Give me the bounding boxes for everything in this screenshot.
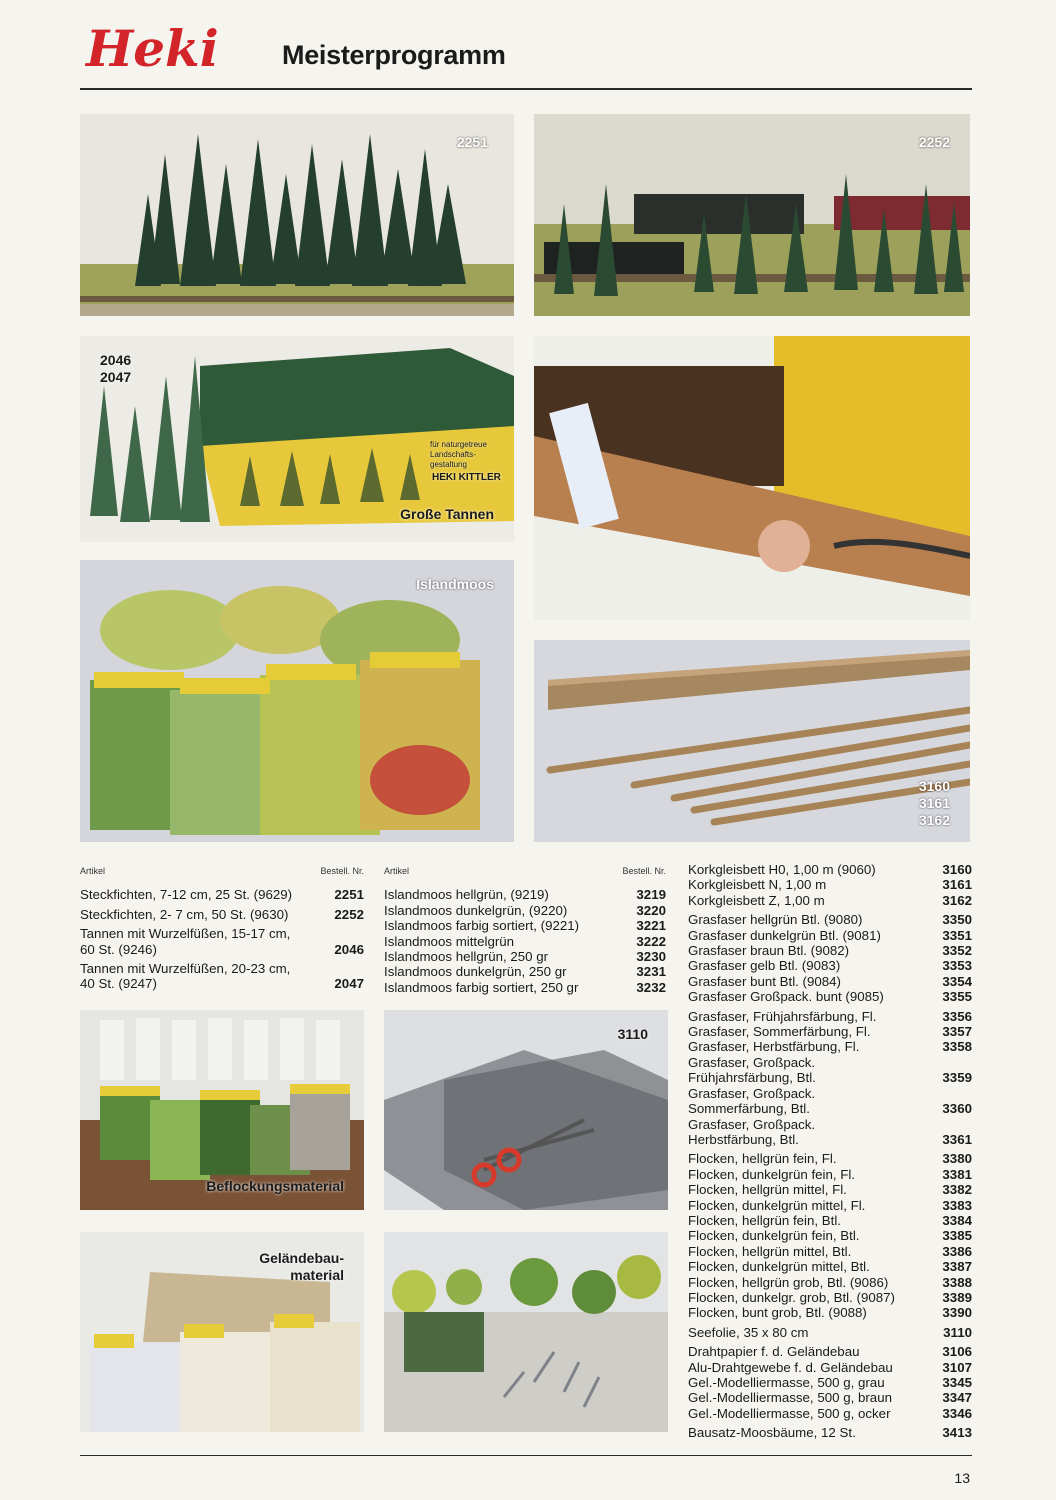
article-name: Grasfaser bunt Btl. (9084) [688, 973, 841, 989]
table-row [688, 943, 972, 958]
photo-steckfichten-2252 [534, 114, 970, 316]
table-row [688, 1182, 972, 1197]
table-row [80, 926, 364, 957]
photo-moosbaeume [384, 1232, 668, 1432]
top-divider [80, 88, 972, 90]
order-number: 3347 [942, 1390, 972, 1406]
photo-label-islandmoos: Islandmoos [416, 576, 494, 592]
order-number: 3381 [942, 1166, 972, 1182]
article-name: Drahtpapier f. d. Geländebau [688, 1344, 860, 1360]
article-name: Grasfaser gelb Btl. (9083) [688, 958, 841, 974]
photo-label-gelaende: Geländebau- material [259, 1250, 344, 1283]
box-slogan: für naturgetreue Landschafts- gestaltung [430, 440, 487, 469]
article-name: Gel.-Modelliermasse, 500 g, ocker [688, 1405, 891, 1421]
heki-logo [82, 16, 262, 78]
article-name: Flocken, hellgrün grob, Btl. (9086) [688, 1274, 889, 1290]
table-row [688, 893, 972, 908]
table-row [384, 903, 666, 918]
order-number: 2251 [334, 887, 364, 903]
photo-korkgleisbett [534, 640, 970, 842]
article-name: Islandmoos dunkelgrün, (9220) [384, 902, 568, 918]
table-row [688, 1344, 972, 1359]
order-number: 3413 [942, 1425, 972, 1441]
article-name: Islandmoos farbig sortiert, 250 gr [384, 979, 579, 995]
order-number: 2252 [334, 906, 364, 922]
article-name: Islandmoos mittelgrün [384, 933, 515, 949]
order-number: 3354 [942, 973, 972, 989]
article-name: Grasfaser, Herbstfärbung, Fl. [688, 1039, 860, 1055]
order-number: 3107 [942, 1359, 972, 1375]
photo-label-beflockung: Beflockungsmaterial [206, 1178, 344, 1194]
order-number: 3385 [942, 1228, 972, 1244]
table-row [688, 1406, 972, 1421]
table-row [688, 1117, 972, 1148]
order-number: 2047 [334, 976, 364, 992]
article-name: Korkgleisbett N, 1,00 m [688, 877, 827, 893]
article-name: Grasfaser, Frühjahrsfärbung, Fl. [688, 1008, 877, 1024]
article-name: Islandmoos farbig sortiert, (9221) [384, 918, 580, 934]
table-row [688, 1167, 972, 1182]
article-name: Grasfaser, Großpack. Sommerfärbung, Btl. [688, 1085, 816, 1117]
order-number: 2046 [334, 941, 364, 957]
order-number: 3356 [942, 1008, 972, 1024]
table-row [688, 1290, 972, 1305]
order-number: 3358 [942, 1039, 972, 1055]
table-row [688, 912, 972, 927]
article-name: Korkgleisbett Z, 1,00 m [688, 892, 825, 908]
article-name: Flocken, hellgrün fein, Btl. [688, 1212, 841, 1228]
article-name: Grasfaser hellgrün Btl. (9080) [688, 912, 863, 928]
table-row [688, 928, 972, 943]
article-name: Islandmoos hellgrün, (9219) [384, 887, 549, 903]
table-row [688, 1213, 972, 1228]
table-row [688, 862, 972, 877]
photo-grosse-tannen [80, 336, 514, 542]
order-number: 3345 [942, 1375, 972, 1390]
table-row [688, 989, 972, 1004]
article-name: Flocken, dunkelgrün fein, Fl. [688, 1166, 856, 1182]
article-name: Korkgleisbett H0, 1,00 m (9060) [688, 862, 876, 877]
article-name: Flocken, hellgrün fein, Fl. [688, 1151, 837, 1167]
order-number: 3220 [636, 902, 666, 918]
table-row [688, 1039, 972, 1054]
table-row [688, 974, 972, 989]
table-row [688, 1198, 972, 1213]
table-row [80, 907, 364, 922]
order-number: 3222 [636, 933, 666, 949]
order-number: 3221 [636, 918, 666, 934]
table-islandmoos [384, 864, 666, 995]
order-number: 3388 [942, 1274, 972, 1290]
table-header [80, 864, 364, 879]
table-row [688, 1151, 972, 1166]
article-name: Grasfaser, Großpack. Frühjahrsfärbung, Btl. [688, 1054, 816, 1086]
article-name: Steckfichten, 7-12 cm, 25 St. (9629) [80, 887, 293, 903]
page-number: 13 [954, 1470, 970, 1486]
table-header [384, 864, 666, 879]
order-number: 3161 [942, 877, 972, 893]
article-name: Flocken, bunt grob, Btl. (9088) [688, 1305, 867, 1321]
order-number: 3110 [943, 1324, 972, 1340]
photo-steckfichten-2251 [80, 114, 514, 316]
table-row [688, 1425, 972, 1440]
order-number: 3361 [942, 1131, 972, 1147]
article-name: Gel.-Modelliermasse, 500 g, grau [688, 1375, 885, 1390]
table-row [384, 980, 666, 995]
table-row [384, 964, 666, 979]
order-number: 3390 [942, 1305, 972, 1321]
article-name: Tannen mit Wurzelfüßen, 15-17 cm, 60 St. (9246) [80, 926, 291, 957]
photo-label-2252: 2252 [918, 134, 950, 150]
table-row [80, 887, 364, 902]
order-number: 3351 [942, 927, 972, 943]
article-name: Seefolie, 35 x 80 cm [688, 1324, 809, 1340]
bottom-divider [80, 1455, 972, 1456]
order-number: 3346 [942, 1405, 972, 1421]
order-number: 3352 [942, 943, 972, 959]
table-row [688, 1375, 972, 1390]
article-name: Bausatz-Moosbäume, 12 St. [688, 1425, 856, 1441]
photo-label-2046-2047: 2046 2047 [100, 352, 132, 385]
table-row [688, 1360, 972, 1375]
article-name: Grasfaser, Sommerfärbung, Fl. [688, 1024, 871, 1040]
article-name: Grasfaser dunkelgrün Btl. (9081) [688, 927, 881, 943]
article-name: Alu-Drahtgewebe f. d. Geländebau [688, 1359, 893, 1375]
table-row [688, 1305, 972, 1320]
order-number: 3353 [942, 958, 972, 974]
article-name: Grasfaser braun Btl. (9082) [688, 943, 850, 959]
photo-seefolie [384, 1010, 668, 1210]
logo-text: Heki [86, 19, 219, 78]
order-number: 3359 [942, 1070, 972, 1086]
order-number: 3386 [942, 1243, 972, 1259]
order-number: 3384 [942, 1212, 972, 1228]
table-trees [80, 864, 364, 996]
photo-islandmoos [80, 560, 514, 842]
table-row [384, 949, 666, 964]
table-row [688, 958, 972, 973]
order-number: 3389 [942, 1289, 972, 1305]
header-artikel: Artikel [384, 866, 410, 876]
article-name: Flocken, dunkelgrün mittel, Fl. [688, 1197, 866, 1213]
table-row [688, 1024, 972, 1039]
table-row [688, 1259, 972, 1274]
article-name: Tannen mit Wurzelfüßen, 20-23 cm, 40 St. (9247) [80, 961, 291, 992]
box-brand: HEKI KITTLER [432, 472, 501, 483]
photo-label-3110: 3110 [617, 1026, 648, 1042]
order-number: 3230 [636, 949, 666, 965]
article-name: Flocken, hellgrün mittel, Btl. [688, 1243, 852, 1259]
article-name: Flocken, dunkelgr. grob, Btl. (9087) [688, 1289, 895, 1305]
article-name: Islandmoos hellgrün, 250 gr [384, 949, 549, 965]
table-material [688, 862, 972, 1441]
order-number: 3231 [636, 964, 666, 980]
order-number: 3162 [942, 892, 972, 908]
table-row [688, 877, 972, 892]
order-number: 3380 [942, 1151, 972, 1167]
article-name: Flocken, dunkelgrün mittel, Btl. [688, 1259, 870, 1275]
table-row [384, 918, 666, 933]
table-row [688, 1228, 972, 1243]
table-row [688, 1325, 972, 1340]
table-row [688, 1055, 972, 1086]
order-number: 3387 [942, 1259, 972, 1275]
photo-label-kork: 3160 3161 3162 [918, 778, 950, 828]
table-row [688, 1086, 972, 1117]
order-number: 3383 [942, 1197, 972, 1213]
order-number: 3357 [942, 1024, 972, 1040]
order-number: 3382 [942, 1182, 972, 1198]
header-bestellnr: Bestell. Nr. [622, 866, 666, 876]
article-name: Grasfaser Großpack. bunt (9085) [688, 989, 884, 1005]
order-number: 3355 [942, 989, 972, 1005]
order-number: 3360 [942, 1101, 972, 1117]
photo-label-2251: 2251 [456, 134, 488, 150]
photo-kork-montage [534, 336, 970, 620]
photo-beflockungsmaterial [80, 1010, 364, 1210]
table-row [384, 887, 666, 902]
article-name: Flocken, dunkelgrün fein, Btl. [688, 1228, 860, 1244]
photo-label-grosse-tannen: Große Tannen [400, 506, 494, 522]
article-name: Islandmoos dunkelgrün, 250 gr [384, 964, 567, 980]
table-row [688, 1390, 972, 1405]
table-row [688, 1275, 972, 1290]
article-name: Steckfichten, 2- 7 cm, 50 St. (9630) [80, 906, 289, 922]
table-row [80, 961, 364, 992]
table-row [688, 1009, 972, 1024]
order-number: 3350 [942, 912, 972, 928]
order-number: 3219 [636, 887, 666, 903]
table-row [384, 934, 666, 949]
order-number: 3160 [942, 862, 972, 877]
photo-gelaendebaumaterial [80, 1232, 364, 1432]
table-row [688, 1244, 972, 1259]
article-name: Grasfaser, Großpack. Herbstfärbung, Btl. [688, 1116, 816, 1147]
order-number: 3232 [636, 979, 666, 995]
header-bestellnr: Bestell. Nr. [320, 866, 364, 876]
page-title: Meisterprogramm [282, 40, 506, 70]
header-artikel: Artikel [80, 866, 106, 876]
article-name: Gel.-Modelliermasse, 500 g, braun [688, 1390, 892, 1406]
order-number: 3106 [942, 1344, 972, 1360]
article-name: Flocken, hellgrün mittel, Fl. [688, 1182, 847, 1198]
